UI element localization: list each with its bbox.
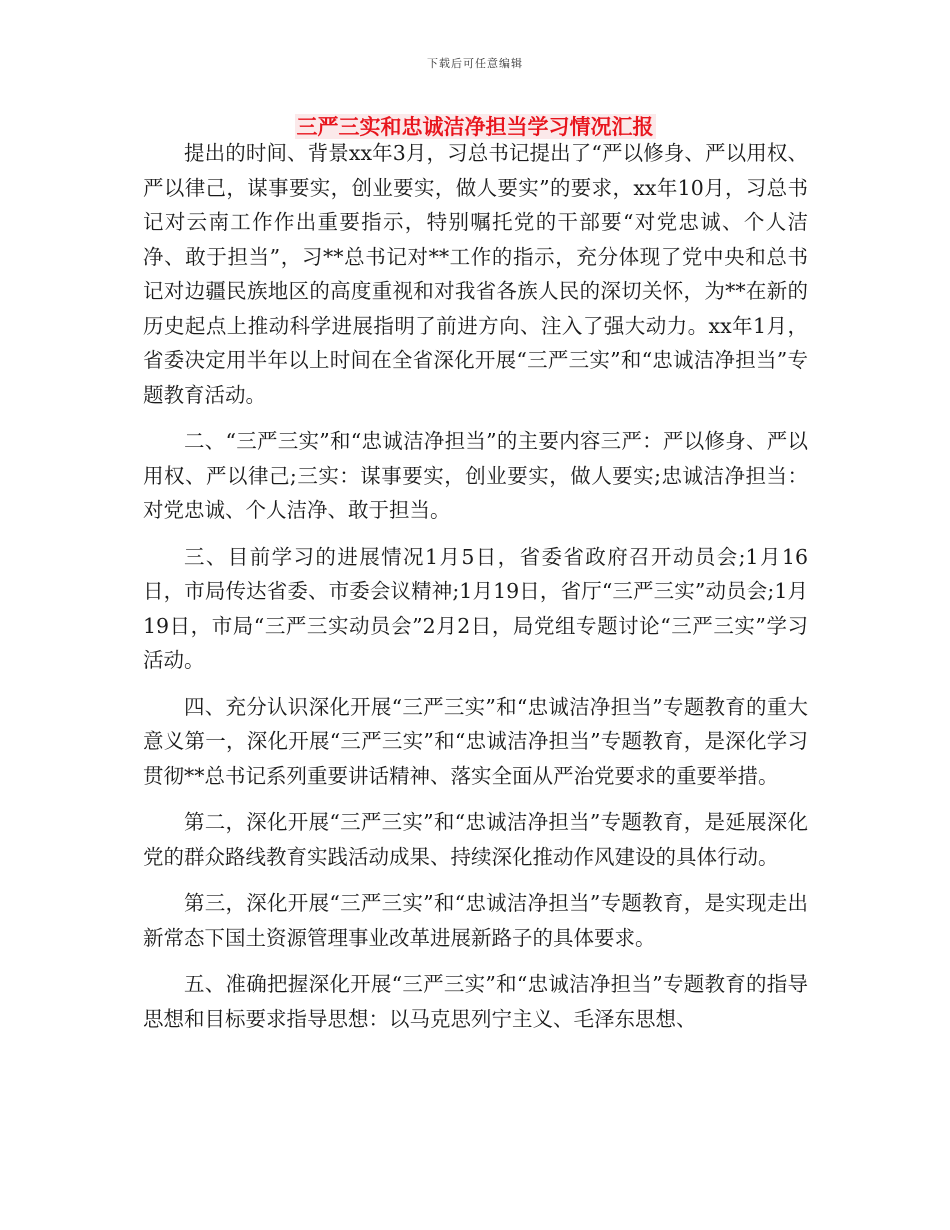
paragraph-second: 第二，深化开展“三严三实”和“忠诚洁净担当”专题教育，是延展深化党的群众路线教育实践活动成果、持续深化推动作风建设的具体行动。 [143, 810, 808, 869]
header-note: 下载后可任意编辑 [427, 57, 523, 70]
document-body [143, 136, 808, 1048]
paragraph-main-content: 二、“三严三实”和“忠诚洁净担当”的主要内容三严：严以修身、严以用权、严以律己;三实：谋事要实，创业要实，做人要实;忠诚洁净担当：对党忠诚、个人洁净、敢于担当。 [143, 429, 808, 522]
document-title-text: 三严三实和忠诚洁净担当学习情况汇报 [296, 114, 654, 139]
paragraph-progress: 三、目前学习的进展情况1月5日，省委省政府召开动员会;1月16日，市局传达省委、市委会议精神;1月19日，省厅“三严三实”动员会;1月19日，市局“三严三实动员会”2月2日，局党组专题讨论“三严三实”学习活动。 [143, 544, 808, 672]
paragraph-guiding-thought: 五、准确把握深化开展“三严三实”和“忠诚洁净担当”专题教育的指导思想和目标要求指导思想：以马克思列宁主义、毛泽东思想、 [143, 972, 808, 1031]
paragraph-significance: 四、充分认识深化开展“三严三实”和“忠诚洁净担当”专题教育的重大意义第一，深化开展“三严三实”和“忠诚洁净担当”专题教育，是深化学习贯彻**总书记系列重要讲话精神、落实全面从严治党要求的重要举措。 [143, 694, 808, 788]
paragraph-background: 提出的时间、背景xx年3月，习总书记提出了“严以修身、严以用权、严以律己，谋事要实，创业要实，做人要实”的要求，xx年10月，习总书记对云南工作作出重要指示，特别嘱托党的干部要“对党忠诚、个人洁净、敢于担当”，习**总书记对**工作的指示，充分体现了党中央和总书记对边疆民族地区的高度重视和对我省各族人民的深切关怀，为**在新的历史起点上推动科学进展指明了前进方向、注入了强大动力。xx年1月，省委决定用半年以上时间在全省深化开展“三严三实”和“忠诚洁净担当”专题教育活动。 [143, 141, 808, 407]
paragraph-third: 第三，深化开展“三严三实”和“忠诚洁净担当”专题教育，是实现走出新常态下国土资源管理事业改革进展新路子的具体要求。 [143, 891, 808, 950]
